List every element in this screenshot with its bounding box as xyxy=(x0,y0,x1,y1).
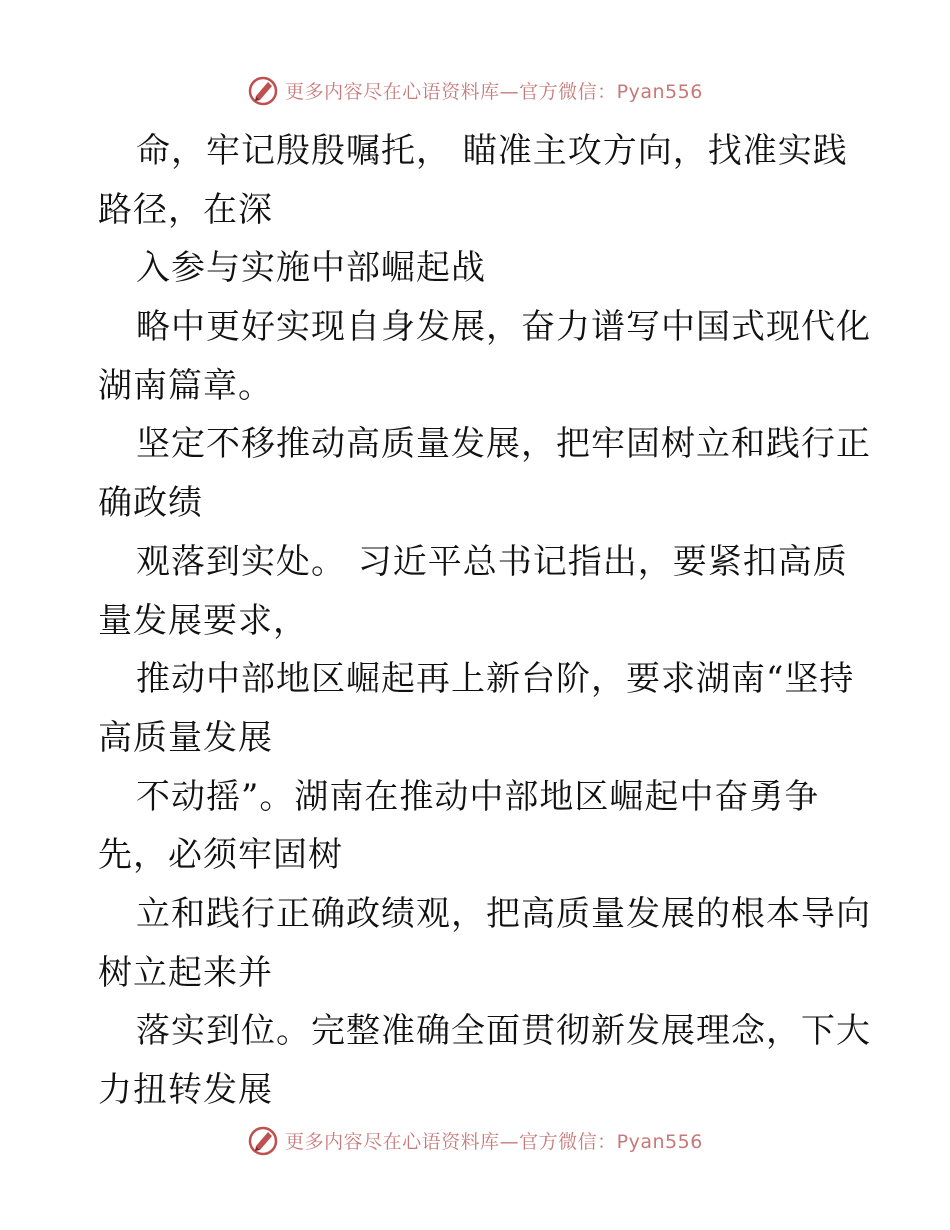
text-line: 落实到位。完整准确全面贯彻新发展理念，下大 xyxy=(136,1011,871,1052)
text-line: 力扭转发展 xyxy=(98,1070,273,1110)
text-line: 量发展要求， xyxy=(98,600,308,641)
text-line: 坚定不移推动高质量发展，把牢固树立和践行正 xyxy=(136,424,871,465)
text-line: 入参与实施中部崛起战 xyxy=(136,248,486,289)
text-line: 先，必须牢固树 xyxy=(98,835,343,876)
text-line: 推动中部地区崛起再上新台阶，要求湖南“坚持 xyxy=(136,659,855,700)
text-line: 路径，在深 xyxy=(98,189,273,230)
text-line: 略中更好实现自身发展，奋力谱写中国式现代化 xyxy=(136,307,871,348)
text-line: 不动摇”。湖南在推动中部地区崛起中奋勇争 xyxy=(136,776,820,817)
text-line: 树立起来并 xyxy=(98,952,273,993)
footer-banner-text: 更多内容尽在心语资料库—官方微信：Pyan556 xyxy=(285,1130,703,1153)
text-line: 立和践行正确政绩观，把高质量发展的根本导向 xyxy=(136,893,871,934)
text-line: 确政绩 xyxy=(98,483,203,524)
text-line: 湖南篇章。 xyxy=(98,365,273,406)
document-body xyxy=(98,122,871,1120)
text-line: 高质量发展 xyxy=(98,717,273,758)
footer-banner xyxy=(0,1120,950,1160)
header-banner-text: 更多内容尽在心语资料库—官方微信：Pyan556 xyxy=(285,80,703,103)
pen-logo-icon xyxy=(247,1124,279,1156)
text-line: 命，牢记殷殷嘱托， 瞄准主攻方向，找准实践 xyxy=(136,131,848,171)
header-banner xyxy=(0,70,950,110)
text-line: 观落到实处。 习近平总书记指出，要紧扣高质 xyxy=(136,541,848,582)
pen-logo-icon xyxy=(247,74,279,106)
